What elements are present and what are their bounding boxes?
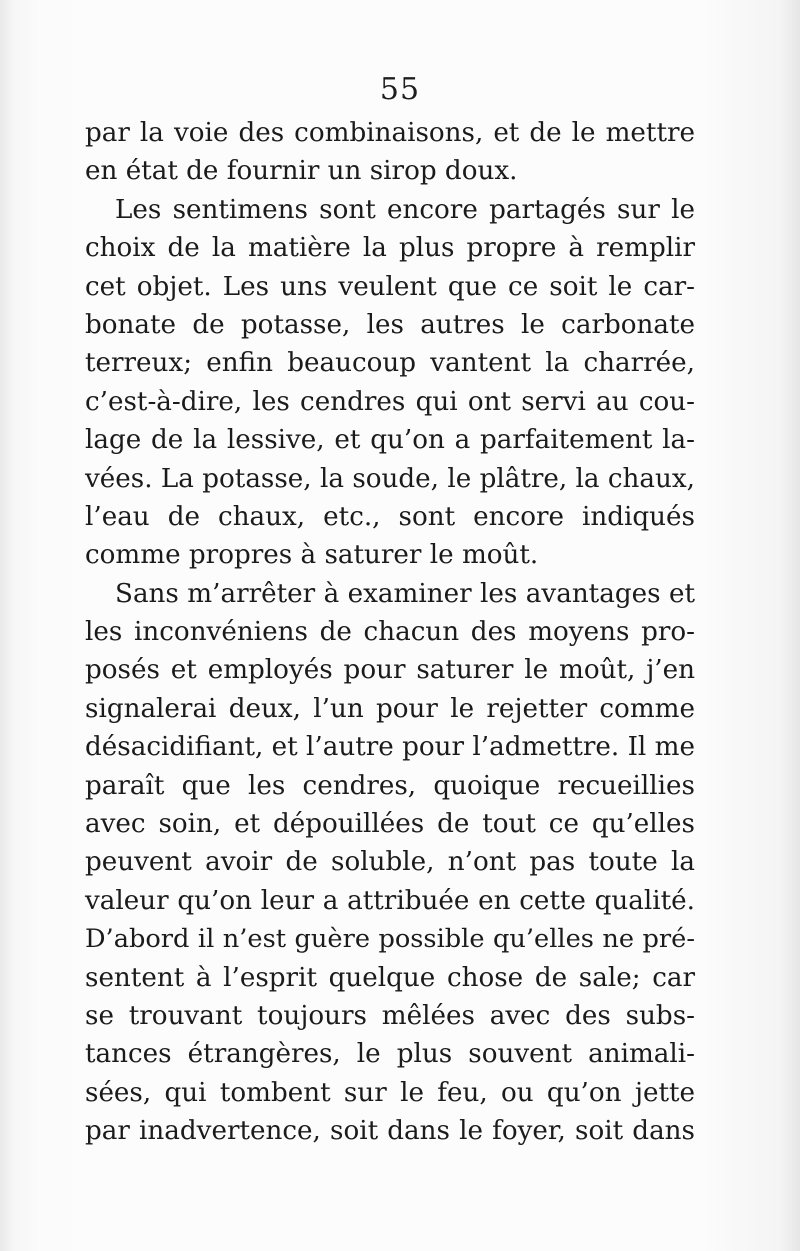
text-line: bonate de potasse, les autres le carbonate (85, 309, 695, 340)
text-line: cet objet. Les uns veulent que ce soit le car- (85, 271, 695, 302)
text-line: Sans m’arrêter à examiner les avantages et (115, 578, 695, 609)
text-line: tances étrangères, le plus souvent animali- (85, 1039, 695, 1070)
text-line: sées, qui tombent sur le feu, ou qu’on jette (85, 1077, 695, 1108)
text-line: vées. La potasse, la soude, le plâtre, la chaux, (85, 463, 695, 494)
text-line: peuvent avoir de soluble, n’ont pas toute la (85, 847, 695, 878)
text-line: terreux; enfin beaucoup vantent la charrée, (85, 348, 695, 379)
text-line: sentent à l’esprit quelque chose de sale; car (85, 962, 695, 993)
text-line: c’est-à-dire, les cendres qui ont servi au cou- (85, 386, 695, 417)
text-line: en état de fournir un sirop doux. (85, 156, 518, 187)
text-line: posés et employés pour saturer le moût, j’en (85, 655, 695, 686)
text-line: Les sentimens sont encore partagés sur le (115, 194, 695, 225)
text-line: l’eau de chaux, etc., sont encore indiqués (85, 501, 695, 532)
body-text (85, 114, 695, 1151)
text-line: comme propres à saturer le moût. (85, 540, 539, 571)
text-line: par la voie des combinaisons, et de le mettre (85, 118, 695, 148)
text-line: signalerai deux, l’un pour le rejetter comme (85, 693, 695, 724)
text-line: les inconvéniens de chacun des moyens pro- (85, 617, 695, 648)
text-line: par inadvertence, soit dans le foyer, soit dans (85, 1116, 695, 1147)
text-line: lage de la lessive, et qu’on a parfaitement la- (85, 425, 695, 456)
text-line: choix de la matière la plus propre à remplir (85, 233, 695, 264)
text-line: D’abord il n’est guère possible qu’elles ne pré- (85, 924, 695, 955)
text-line: avec soin, et dépouillées de tout ce qu’elles (85, 809, 695, 840)
text-line: paraît que les cendres, quoique recueillies (85, 770, 695, 801)
page-number: 55 (379, 72, 421, 107)
text-line: se trouvant toujours mêlées avec des subs- (85, 1000, 695, 1031)
text-line: désacidifiant, et l’autre pour l’admettre. Il me (85, 732, 695, 763)
text-line: valeur qu’on leur a attribuée en cette qualité. (85, 885, 695, 916)
